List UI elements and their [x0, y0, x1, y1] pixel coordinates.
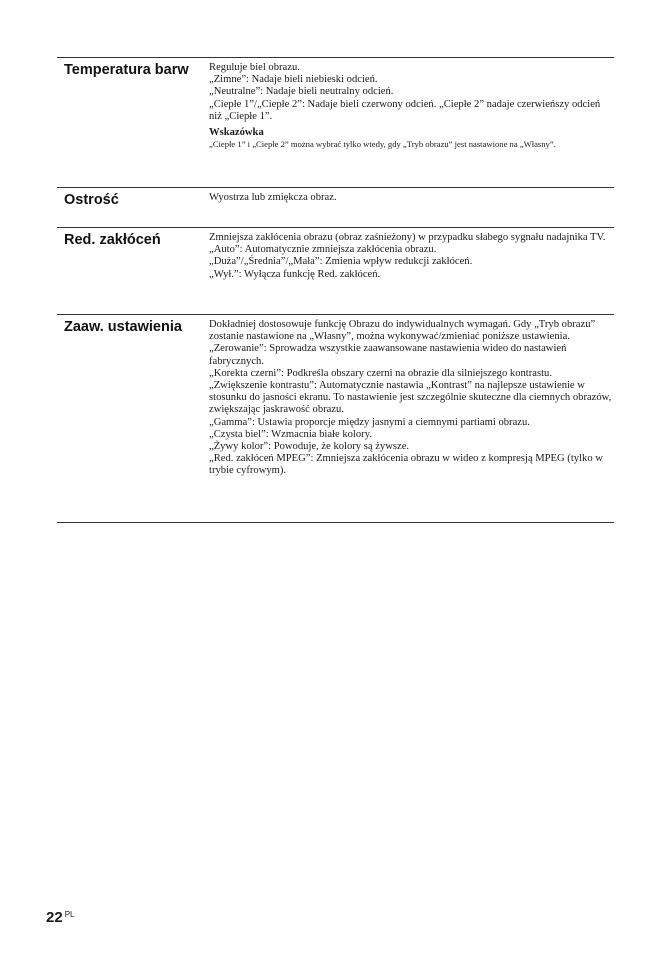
table-row-ostrosc: [57, 188, 614, 228]
hint-text: „Ciepłe 1” i „Ciepłe 2” można wybrać tylko wtedy, gdy „Tryb obrazu” jest nastawione na „Własny”.: [209, 139, 556, 150]
term-description: [201, 58, 614, 187]
table-row-red-zaklocen: [57, 228, 614, 315]
term-label: Ostrość: [64, 192, 119, 208]
description-line: „Red. zakłóceń MPEG”: Zmniejsza zakłócenia obrazu w wideo z kompresją MPEG (tylko w trybie cyfrowym).: [209, 453, 603, 477]
table-row-zaaw-ustawienia: [57, 315, 614, 523]
description-line: „Korekta czerni”: Podkreśla obszary czerni na obrazie dla silniejszego kontrastu.: [209, 367, 552, 379]
description-line: „Zwiększenie kontrastu”: Automatycznie nastawia „Kontrast” na najlepsze ustawienie w stosunku do jasności ekranu. To nastawienie jest szczególnie skuteczne dla ciemnych obrazów, zwiększając jaskrawość obrazu.: [209, 380, 612, 416]
description-line: „Zimne”: Nadaje bieli niebieski odcień.: [209, 74, 378, 86]
settings-table: [57, 57, 614, 523]
term-description: [201, 228, 614, 314]
description-line: „Wył.”: Wyłącza funkcję Red. zakłóceń.: [209, 268, 381, 280]
term-label: Zaaw. ustawienia: [64, 319, 182, 335]
term-label: Red. zakłóceń: [64, 232, 161, 248]
description-line: „Neutralne”: Nadaje bieli neutralny odcień.: [209, 86, 394, 98]
description-line: Wyostrza lub zmiękcza obraz.: [209, 192, 337, 203]
description-line: „Zerowanie”: Sprowadza wszystkie zaawansowane nastawienia wideo do nastawień fabrycznych.: [209, 343, 567, 367]
term-description: [201, 188, 614, 227]
description-line: Zmniejsza zakłócenia obrazu (obraz zaśnieżony) w przypadku słabego sygnału nadajnika TV.: [209, 232, 606, 243]
term-description: [201, 315, 614, 522]
description-line: „Gamma”: Ustawia proporcje między jasnymi a ciemnymi partiami obrazu.: [209, 416, 530, 428]
description-line: „Czysta biel”: Wzmacnia białe kolory.: [209, 428, 372, 440]
description-line: „Ciepłe 1”/„Ciepłe 2”: Nadaje bieli czerwony odcień. „Ciepłe 2” nadaje czerwieńszy odcień niż „Ciepłe 1”.: [209, 98, 601, 122]
page-number-value: 22: [46, 909, 63, 926]
table-row-temperatura: [57, 58, 614, 188]
term-label: Temperatura barw: [64, 62, 189, 78]
hint-title: Wskazówka: [209, 127, 264, 139]
page-number: [46, 909, 74, 927]
page-language-code: PL: [64, 910, 75, 919]
description-line: „Duża”/„Średnia”/„Mała”: Zmienia wpływ redukcji zakłóceń.: [209, 256, 473, 268]
description-line: „Żywy kolor”: Powoduje, że kolory są żywsze.: [209, 441, 410, 453]
description-line: „Auto”: Automatycznie zmniejsza zakłócenia obrazu.: [209, 244, 437, 256]
description-line: Reguluje biel obrazu.: [209, 62, 300, 73]
description-line: Dokładniej dostosowuje funkcję Obrazu do indywidualnych wymagań. Gdy „Tryb obrazu” zostanie nastawione na „Własny”, można wykonywać/zmieniać poniższe ustawienia.: [209, 319, 596, 343]
